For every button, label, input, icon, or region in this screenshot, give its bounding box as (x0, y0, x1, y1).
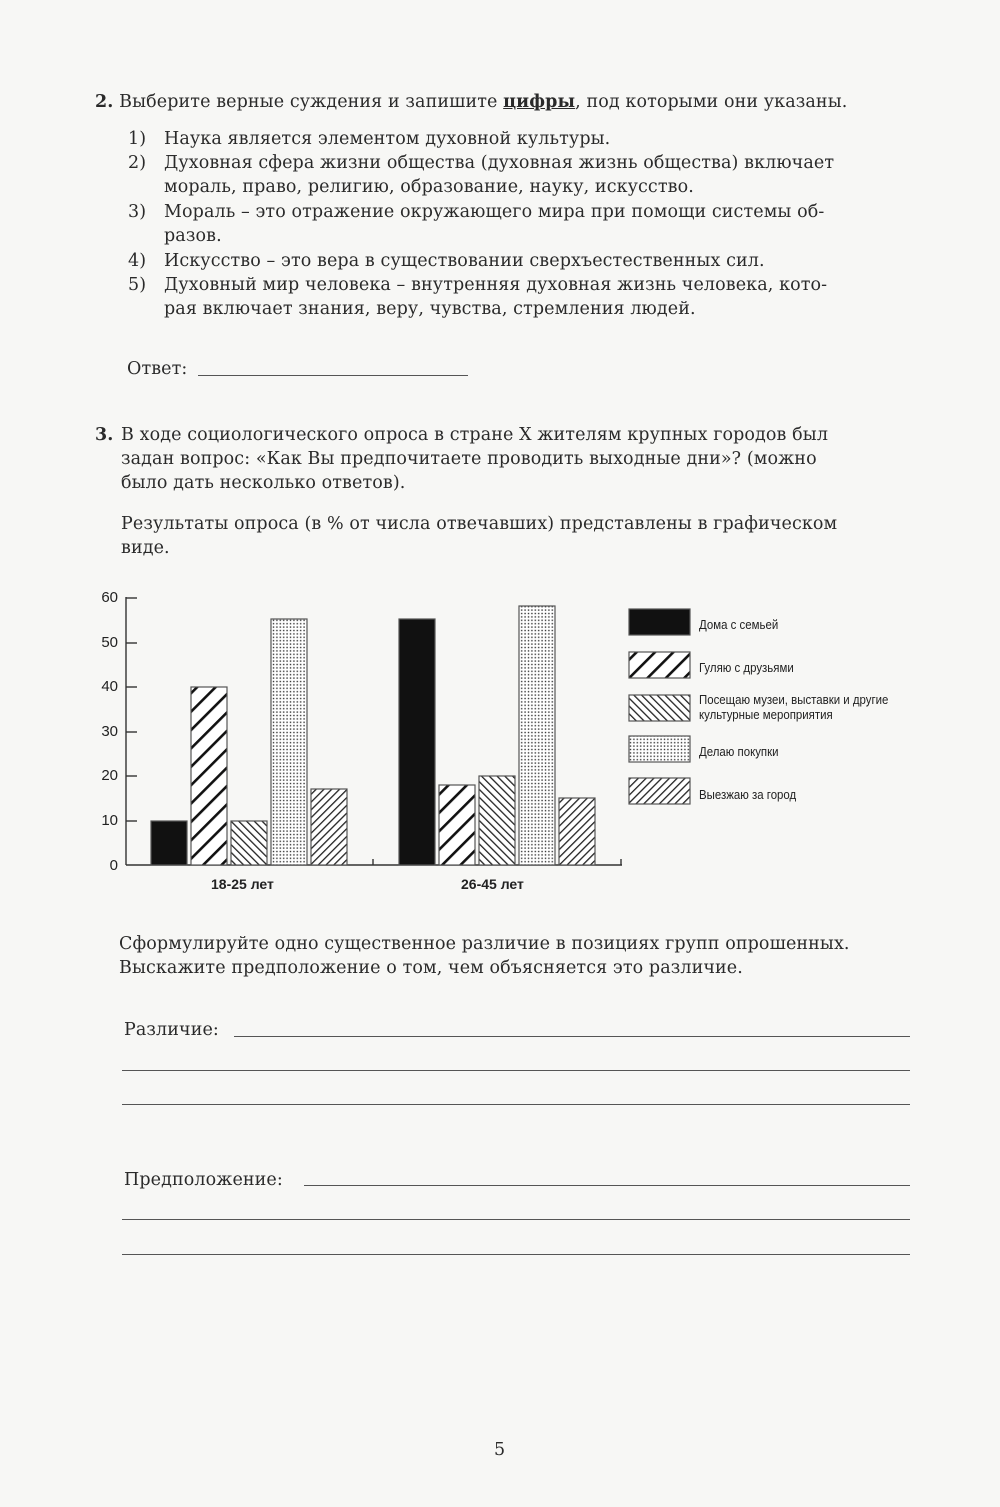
q2-option-3: 3) (128, 202, 147, 222)
assumption-field-line-1[interactable] (304, 1185, 910, 1186)
q3-intro-line-3: было дать несколько ответов). (121, 473, 406, 493)
y-tick-40: 40 (101, 678, 118, 695)
q3-results-line-1: Результаты опроса (в % от числа отвечавших) представлены в графическом (121, 514, 838, 534)
q2-option-1-text: Наука является элементом духовной культуры. (164, 129, 611, 149)
difference-label: Различие: (124, 1020, 219, 1040)
legend-swatches (629, 609, 690, 804)
q3-results-line-2: виде. (121, 538, 170, 558)
q2-option-4-text: Искусство – это вера в существовании сверхъестественных сил. (164, 251, 765, 271)
category-label-26-45: 26-45 лет (461, 876, 524, 892)
difference-field-line-2[interactable] (122, 1070, 910, 1071)
q2-emphasis: цифры (503, 92, 576, 112)
page-number: 5 (494, 1440, 506, 1460)
q2-answer-label: Ответ: (127, 359, 188, 379)
y-tick-30: 30 (101, 723, 118, 740)
q2-option-2: 2) (128, 153, 147, 173)
q3-task-line-2: Выскажите предположение о том, чем объясняется это различие. (119, 958, 743, 978)
q2-number: 2. (95, 92, 114, 112)
group-26-45 (399, 606, 595, 865)
legend-label-museums-a: Посещаю музеи, выставки и другие (699, 692, 889, 707)
group-18-25 (151, 619, 347, 865)
difference-field-line-3[interactable] (122, 1104, 910, 1105)
assumption-field-line-2[interactable] (122, 1219, 910, 1220)
q2-option-1: 1) (128, 129, 147, 149)
y-tick-10: 10 (101, 812, 118, 829)
difference-field-line-1[interactable] (234, 1036, 910, 1037)
y-tick-20: 20 (101, 767, 118, 784)
legend-label-museums-b: культурные мероприятия (699, 707, 833, 722)
q2-option-2-text-b: мораль, право, религию, образование, науку, искусство. (164, 177, 694, 197)
q3-number: 3. (95, 425, 114, 445)
legend-label-out-of-town: Выезжаю за город (699, 787, 797, 802)
q3-task-line-1: Сформулируйте одно существенное различие в позициях групп опрошенных. (119, 934, 850, 954)
y-tick-0: 0 (109, 857, 118, 874)
q3-intro-line-1: В ходе социологического опроса в стране X жителям крупных городов был (121, 425, 829, 445)
legend-label-friends: Гуляю с друзьями (699, 660, 794, 675)
q2-option-5-text-a: Духовный мир человека – внутренняя духовная жизнь человека, кото- (164, 275, 828, 295)
legend-label-home: Дома с семьей (699, 617, 779, 632)
y-tick-60: 60 (101, 589, 118, 606)
assumption-label: Предположение: (124, 1170, 283, 1190)
q2-option-3-text-b: разов. (164, 226, 222, 246)
y-tick-50: 50 (101, 634, 118, 651)
q2-option-5-text-b: рая включает знания, веру, чувства, стремления людей. (164, 299, 696, 319)
q2-prompt: 2. Выберите верные суждения и запишите цифры, под которыми они указаны. (95, 92, 848, 112)
q3-intro-line-2: задан вопрос: «Как Вы предпочитаете проводить выходные дни»? (можно (121, 449, 817, 469)
q2-option-5: 5) (128, 275, 147, 295)
category-label-18-25: 18-25 лет (211, 876, 274, 892)
q2-option-3-text-a: Мораль – это отражение окружающего мира при помощи системы об- (164, 202, 825, 222)
q2-option-4: 4) (128, 251, 147, 271)
legend-label-shopping: Делаю покупки (699, 744, 779, 759)
q2-option-2-text-a: Духовная сфера жизни общества (духовная жизнь общества) включает (164, 153, 835, 173)
assumption-field-line-3[interactable] (122, 1254, 910, 1255)
